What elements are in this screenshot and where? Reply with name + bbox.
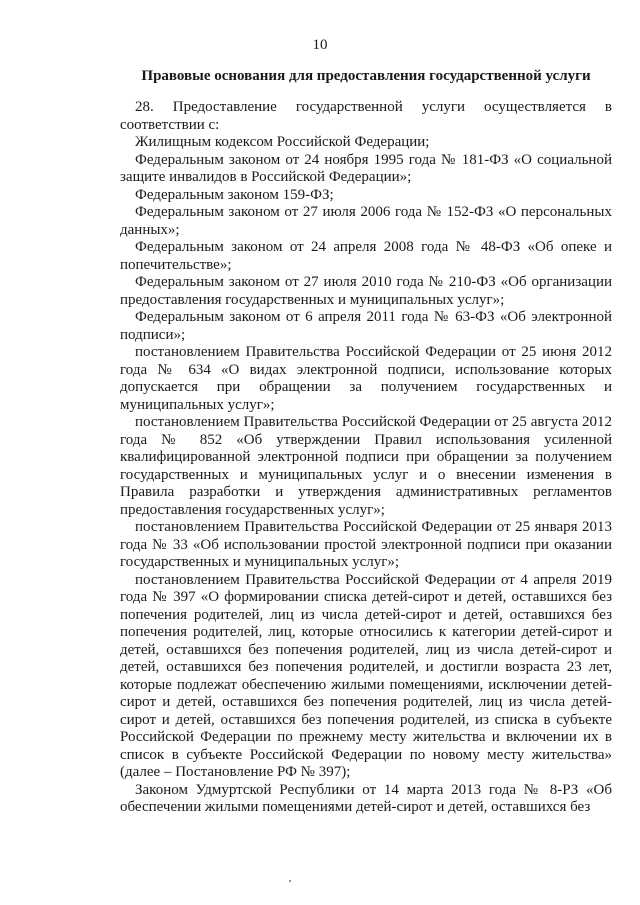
paragraph: постановлением Правительства Российской Федерации от 25 июня 2012 года № 634 «О видах электронной подписи, использование которых допускается при обращении за получением государственных и муниципальных услуг»; bbox=[120, 344, 612, 413]
paragraph: 28. Предоставление государственной услуги осуществляется в соответствии с: bbox=[120, 99, 612, 133]
paragraph: Федеральным законом от 6 апреля 2011 года № 63-ФЗ «Об электронной подписи»; bbox=[120, 309, 612, 343]
paragraph: Федеральным законом от 27 июля 2006 года № 152-ФЗ «О персональных данных»; bbox=[120, 204, 612, 238]
paragraph: постановлением Правительства Российской Федерации от 25 августа 2012 года № 852 «Об утверждении Правил использования усиленной квалифицированной электронной подписи при обращении за получением государственных и муниципальных услуг и о внесении изменения в Правила разработки и утверждения административных регламентов предоставления государственных услуг»; bbox=[120, 414, 612, 518]
section-heading: Правовые основания для предоставления государственной услуги bbox=[141, 68, 591, 84]
paragraph: постановлением Правительства Российской Федерации от 25 января 2013 года № 33 «Об использовании простой электронной подписи при оказании государственных и муниципальных услуг»; bbox=[120, 519, 612, 570]
paragraph: Федеральным законом от 24 ноября 1995 года № 181-ФЗ «О социальной защите инвалидов в Российской Федерации»; bbox=[120, 151, 612, 185]
paragraph: Федеральным законом от 24 апреля 2008 года № 48-ФЗ «Об опеке и попечительстве»; bbox=[120, 239, 612, 273]
paragraph: постановлением Правительства Российской Федерации от 4 апреля 2019 года № 397 «О формировании списка детей-сирот и детей, оставшихся без попечения родителей, лиц из числа детей-сирот и детей, оставшихся без попечения родителей, лиц, которые относились к категории детей-сирот и детей, оставшихся без попечения родителей, лиц из числа детей-сирот и детей, оставшихся без попечения родителей, и достигли возраста 23 лет, которые подлежат обеспечению жилыми помещениями, исключении детей-сирот и детей, оставшихся без попечения родителей, лиц из числа детей-сирот и детей, оставшихся без попечения родителей, из списка в субъекте Российской Федерации по прежнему месту жительства и включении их в список в субъекте Российской Федерации по новому месту жительства» (далее – Постановление РФ № 397); bbox=[120, 571, 612, 780]
paragraph: Законом Удмуртской Республики от 14 марта 2013 года № 8-РЗ «Об обеспечении жилыми помещениями детей-сирот и детей, оставшихся без bbox=[120, 781, 612, 815]
paragraph: Жилищным кодексом Российской Федерации; bbox=[135, 134, 430, 150]
page-number: 10 bbox=[312, 37, 328, 53]
paragraph: Федеральным законом от 27 июля 2010 года № 210-ФЗ «Об организации предоставления государственных и муниципальных услуг»; bbox=[120, 274, 612, 308]
document-body bbox=[120, 99, 612, 817]
scan-speck bbox=[289, 880, 291, 882]
paragraph: Федеральным законом 159-ФЗ; bbox=[135, 186, 334, 203]
